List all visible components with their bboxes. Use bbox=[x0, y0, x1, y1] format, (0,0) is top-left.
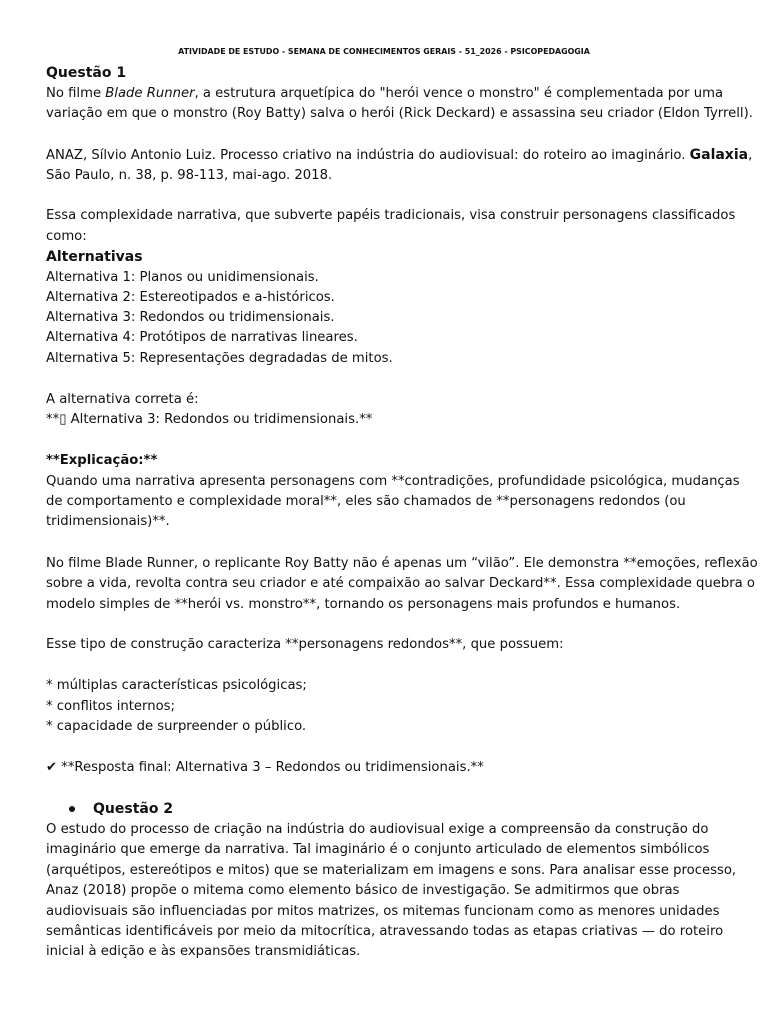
document-title: ATIVIDADE DE ESTUDO - SEMANA DE CONHECIMENTOS GERAIS - 51_2026 - PSICOPEDAGOGIA bbox=[178, 47, 590, 56]
journal-name: Galaxia bbox=[689, 147, 749, 163]
explanation-p3: Esse tipo de construção caracteriza **personagens redondos**, que possuem: bbox=[46, 637, 564, 652]
question-2-line-1: O estudo do processo de criação na indústria do audiovisual exige a compreensão da construção do bbox=[46, 822, 709, 837]
final-answer: ✔ **Resposta final: Alternativa 3 – Redondos ou tridimensionais.** bbox=[46, 760, 484, 775]
question-1-intro-line-2: variação em que o monstro (Roy Batty) salva o herói (Rick Deckard) e assassina seu criador (Eldon Tyrrell). bbox=[46, 106, 753, 121]
question-1-heading: Questão 1 bbox=[46, 65, 127, 81]
question-2-heading: Questão 2 bbox=[93, 801, 174, 817]
alternative-4: Alternativa 4: Protótipos de narrativas lineares. bbox=[46, 330, 358, 345]
alternative-5: Alternativa 5: Representações degradadas de mitos. bbox=[46, 351, 393, 366]
explanation-p2-line-1: No filme Blade Runner, o replicante Roy Batty não é apenas um “vilão”. Ele demonstra **emoções, reflexão bbox=[46, 556, 758, 571]
reference-line-1 bbox=[46, 145, 752, 166]
film-title: Blade Runner bbox=[105, 86, 195, 101]
explanation-p1-line-3: tridimensionais)**. bbox=[46, 514, 170, 529]
reference-line-2: São Paulo, n. 38, p. 98-113, mai-ago. 2018. bbox=[46, 168, 333, 183]
question-2-line-3: (arquétipos, estereótipos e mitos) que se materializam em imagens e sons. Para analisar esse processo, bbox=[46, 863, 737, 878]
intro-text: , a estrutura arquetípica do "herói vence o monstro" é complementada por uma bbox=[194, 86, 724, 101]
question-2-line-2: imaginário que emerge da narrativa. Tal imaginário é o conjunto articulado de elementos simbólicos bbox=[46, 842, 710, 857]
alternatives-heading: Alternativas bbox=[46, 249, 143, 265]
question-2-line-5: audiovisuais são influenciadas por mitos matrizes, os mitemas funcionam como as menores unidades bbox=[46, 904, 720, 919]
intro-text: No filme bbox=[46, 86, 106, 101]
reference-text: ANAZ, Sílvio Antonio Luiz. Processo criativo na indústria do audiovisual: do roteiro ao imaginário. bbox=[46, 148, 690, 163]
question-2-line-4: Anaz (2018) propõe o mitema como elemento básico de investigação. Se admitirmos que obras bbox=[46, 883, 680, 898]
question-1-prompt-line-1: Essa complexidade narrativa, que subverte papéis tradicionais, visa construir personagens classificados bbox=[46, 208, 736, 223]
explanation-heading: **Explicação:** bbox=[46, 453, 158, 468]
correct-answer-label: A alternativa correta é: bbox=[46, 392, 199, 407]
question-1-prompt-line-2: como: bbox=[46, 229, 87, 244]
alternative-3: Alternativa 3: Redondos ou tridimensionais. bbox=[46, 310, 335, 325]
alternative-1: Alternativa 1: Planos ou unidimensionais. bbox=[46, 270, 319, 285]
question-2-line-6: semânticas identificáveis por meio da mitocrítica, atravessando todas as etapas criativas — do roteiro bbox=[46, 924, 724, 939]
question-2-line-7: inicial à edição e às expansões transmidiáticas. bbox=[46, 944, 361, 959]
explanation-p2-line-3: modelo simples de **herói vs. monstro**, tornando os personagens mais profundos e humanos. bbox=[46, 597, 681, 612]
trait-item-3: * capacidade de surpreender o público. bbox=[46, 719, 307, 734]
explanation-p2-line-2: sobre a vida, revolta contra seu criador e até compaixão ao salvar Deckard**. Essa complexidade quebra o bbox=[46, 576, 755, 591]
explanation-p1-line-2: de comportamento e complexidade moral**, eles são chamados de **personagens redondos (ou bbox=[46, 494, 686, 509]
alternative-2: Alternativa 2: Estereotipados e a-históricos. bbox=[46, 290, 335, 305]
bullet-icon bbox=[69, 806, 75, 812]
reference-text: , bbox=[748, 148, 753, 163]
correct-answer: **▯ Alternativa 3: Redondos ou tridimensionais.** bbox=[46, 412, 373, 427]
trait-item-1: * múltiplas características psicológicas; bbox=[46, 678, 307, 693]
trait-item-2: * conflitos internos; bbox=[46, 699, 175, 714]
explanation-p1-line-1: Quando uma narrativa apresenta personagens com **contradições, profundidade psicológica, mudanças bbox=[46, 474, 740, 489]
question-1-intro-line-1 bbox=[46, 84, 723, 104]
